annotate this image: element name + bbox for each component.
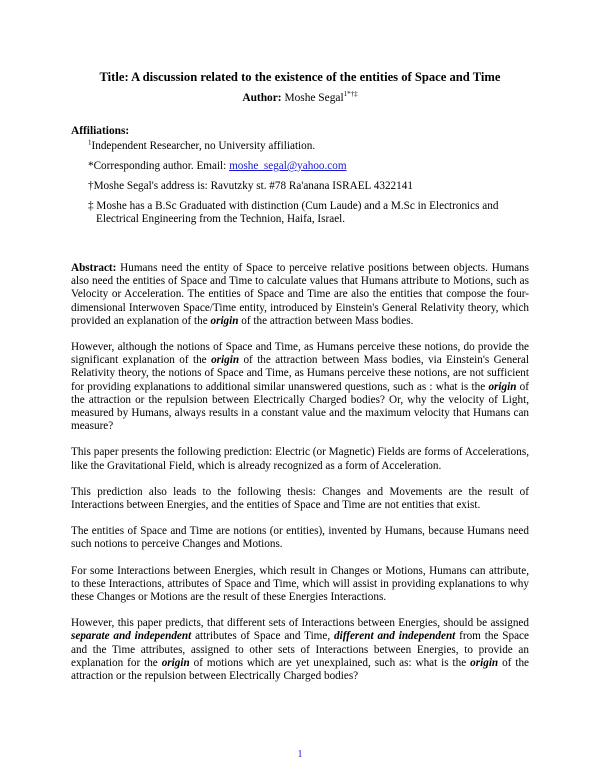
affiliation-address: †Moshe Segal's address is: Ravutzky st. #78 Ra'anana ISRAEL 4322141 <box>88 180 413 192</box>
paragraph: This paper presents the following prediction: Electric (or Magnetic) Fields are forms of Accelerations, like the Gravitational Field, which is already recognized as a form of Acceleration. <box>71 446 529 472</box>
affiliation-text: Independent Researcher, no University affiliation. <box>91 140 316 152</box>
abstract-paragraph: Abstract: Humans need the entity of Space to perceive relative positions between objects. Humans also need the entities of Space and Time to calculate values that Humans attribute to Motions, such as Velocity or Acceleration. The entities of Space and Time are also the entities that compose the four-dimensional Interwoven Space/Time entity, introduced by Einstein's General Relativity theory, which provided an explanation of the origin of the attraction between Mass bodies. <box>71 262 529 327</box>
body-text <box>71 262 529 696</box>
paragraph: The entities of Space and Time are notions (or entities), invented by Humans, because Humans need such notions to perceive Changes and Motions. <box>71 525 529 551</box>
affiliation-degree-line1: ‡ Moshe has a B.Sc Graduated with distinction (Cum Laude) and a M.Sc in Electronics and <box>88 200 499 212</box>
author-marks: 1*†‡ <box>343 90 358 99</box>
affiliations-heading: Affiliations: <box>71 125 130 137</box>
affiliation-item <box>88 200 538 226</box>
affiliation-item <box>88 140 538 153</box>
abstract-label: Abstract: <box>71 262 117 274</box>
affiliations-list <box>88 140 538 233</box>
affiliation-degree-line2: Electrical Engineering from the Technion, Haifa, Israel. <box>96 213 346 225</box>
author-line <box>0 91 600 105</box>
corresponding-author-label: *Corresponding author. Email: <box>88 160 230 172</box>
affiliation-item <box>88 160 538 173</box>
paragraph: This prediction also leads to the following thesis: Changes and Movements are the result of Interactions between Energies, and the entities of Space and Time are not entities that exist. <box>71 485 529 512</box>
paragraph: However, this paper predicts, that different sets of Interactions between Energies, should be assigned separate and independent attributes of Space and Time, different and independent from the Space and the Time attributes, assigned to other sets of Interactions between Energies, to provide an explanation for the origin of motions which are yet unexplained, such as: what is the origin of the attraction or the repulsion between Electrically Charged bodies? <box>71 617 530 683</box>
page-number: 1 <box>297 749 303 760</box>
author-label: Author: <box>242 92 282 104</box>
author-name: Moshe Segal <box>284 92 344 104</box>
paragraph: However, although the notions of Space and Time, as Humans perceive these notions, do provide the significant explanation of the origin of the attraction between Mass bodies, via Einstein's General Relativity theory, the notions of Space and Time, as Humans perceive these notions, are not sufficient for providing explanations to additional similar unanswered questions, such as : what is the origin of the attraction or the repulsion between Electrically Charged bodies? Or, why the velocity of Light, measured by Humans, always results in a constant value and the maximum velocity that Humans can measure? <box>71 341 530 433</box>
paper-title: Title: A discussion related to the existence of the entities of Space and Time <box>99 70 501 84</box>
affiliation-mark: 1 <box>88 138 92 147</box>
author-email-link[interactable]: moshe_segal@yahoo.com <box>229 160 347 172</box>
affiliation-item <box>88 180 538 193</box>
paragraph: For some Interactions between Energies, which result in Changes or Motions, Humans can attribute, to these Interactions, attributes of Space and Time, which will assist in providing explanations to why these Changes or Motions are the result of these Energies Interactions. <box>71 564 529 604</box>
